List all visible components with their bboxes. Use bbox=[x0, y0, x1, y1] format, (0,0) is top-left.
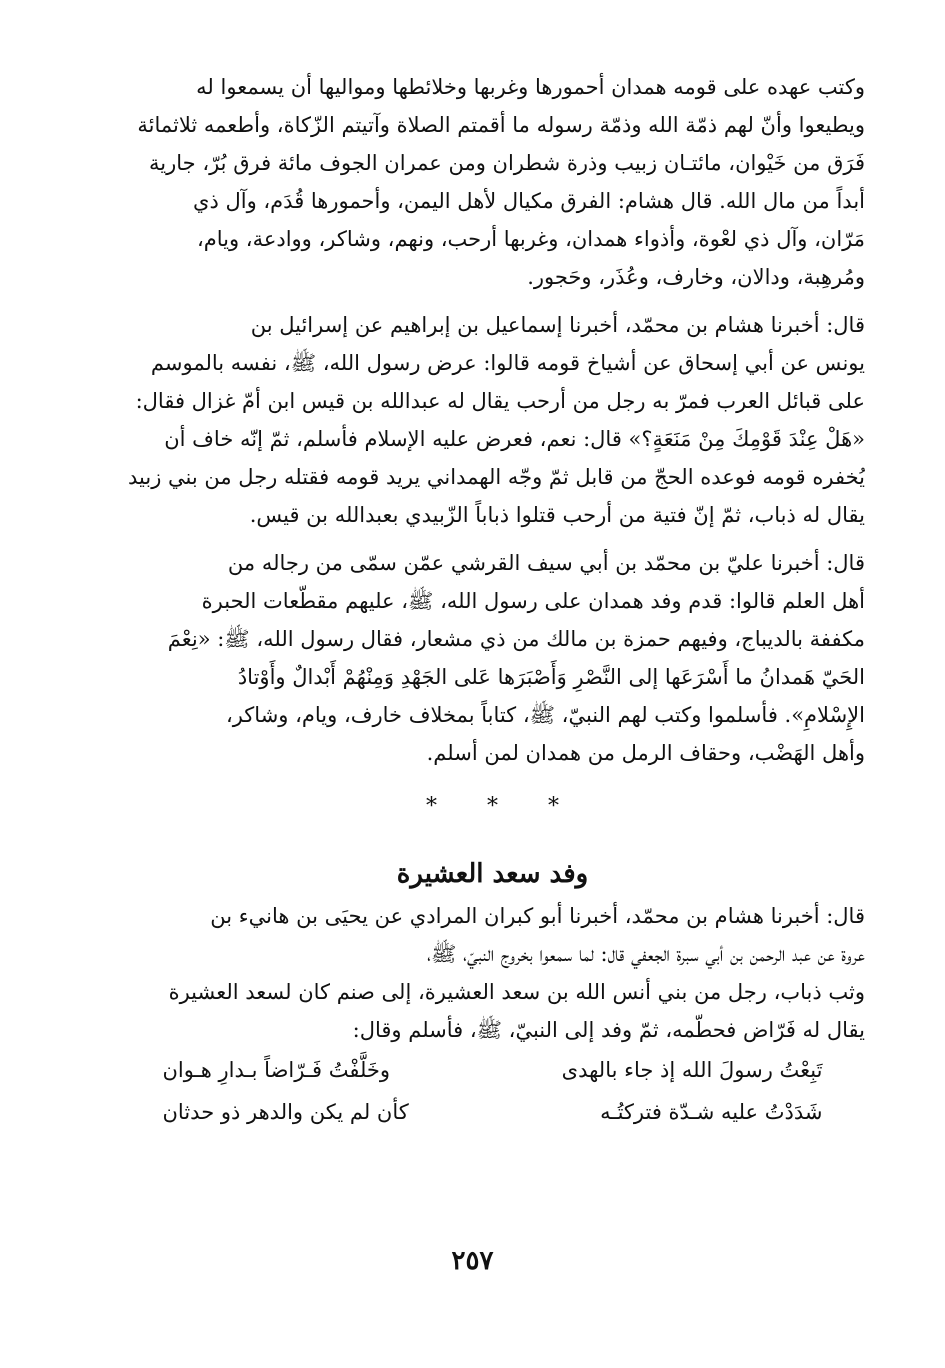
text-line: مَرّان، وآل ذي لعْوة، وأذواء همدان، وغربها أرحب، ونهم، وشاكر، ووادعة، ويام، bbox=[196, 227, 865, 251]
text-line: قال: أخبرنا هشام بن محمّد، أخبرنا أبو كبران المرادي عن يحيَى بن هانيء بن bbox=[210, 904, 865, 928]
text-line: ومُرهِبة، ودالان، وخارف، وعُذَر، وحَجور. bbox=[527, 265, 865, 289]
verse-second-hemistich: كأن لم يكن والدهر ذو حدثان bbox=[162, 1100, 409, 1124]
text-line: وثب ذباب، رجل من بني أنس الله بن سعد العشيرة، إلى صنم كان لسعد العشيرة bbox=[168, 980, 865, 1004]
verse-first-hemistich: شَدَدْتُ عليه شـدّة فتركتُـه bbox=[600, 1100, 823, 1124]
text-line: وأهل الهَضْب، وحقاف الرمل من همدان لمن أسلم. bbox=[426, 741, 865, 765]
text-line: الإِسْلامِ». فأسلموا وكتب لهم النبيّ، ﷺ، كتاباً بمخلاف خارف، ويام، وشاكر، bbox=[225, 703, 865, 727]
text-line: وكتب عهده على قومه همدان أحمورها وغربها وخلائطها ومواليها أن يسمعوا له bbox=[196, 75, 865, 99]
paragraph-hamdan-delegation bbox=[120, 544, 865, 772]
paragraph-arhab-narration bbox=[120, 306, 865, 534]
text-line: يُخفره قومه فوعده الحجّ من قابل ثمّ وجّه الهمداني يريد قومه فقتله رجل من بني زبيد bbox=[128, 465, 865, 489]
asterisk: * bbox=[487, 794, 498, 819]
verse-second-hemistich: وخَلَّفْتُ فَـرّاضاً بـدارِ هـوان bbox=[162, 1058, 391, 1082]
text-line: أهل العلم قالوا: قدم وفد همدان على رسول الله، ﷺ، عليهم مقطّعات الحبرة bbox=[201, 589, 865, 613]
text-line: قال: أخبرنا عليّ بن محمّد بن أبي سيف القرشي عمّن سمّى من رجاله من bbox=[227, 551, 865, 575]
text-line: أبداً من مال الله. قال هشام: الفرق مكيال لأهل اليمن، وأحمورها قُدَم، وآل ذي bbox=[193, 189, 865, 213]
verse-first-hemistich: تَبِعْتُ رسولَ الله إذ جاء بالهدى bbox=[561, 1058, 823, 1082]
poem-verse bbox=[163, 1091, 823, 1133]
text-line: يقال له ذباب، ثمّ إنّ فتية من أرحب قتلوا ذباباً الزّبيدي بعبدالله بن قيس. bbox=[249, 503, 865, 527]
text-line: الحَيّ هَمدانُ ما أَسْرَعَها إلى النَّصْرِ وَأَصْبَرَها عَلى الجَهْدِ وَمِنْهُمْ أَبْدالٌ وأَوْتادُ bbox=[237, 665, 865, 689]
text-line: قال: أخبرنا هشام بن محمّد، أخبرنا إسماعيل بن إبراهيم عن إسرائيل بن bbox=[250, 313, 865, 337]
paragraph-hamdan-letter bbox=[120, 68, 865, 296]
text-line: يونس عن أبي إسحاق عن أشياخ قومه قالوا: عرض رسول الله، ﷺ، نفسه بالموسم bbox=[150, 351, 865, 375]
text-line: يقال له فَرّاض فحطّمه، ثمّ وفد إلى النبيّ، ﷺ، فأسلم وقال: bbox=[352, 1018, 865, 1042]
text-line: عروة عن عبد الرحمن بن أبي سبرة الجعفي قال: لما سمعوا بخروج النبيّ، ﷺ، bbox=[426, 942, 865, 966]
text-line: على قبائل العرب فمرّ به رجل من أرحب يقال له عبدالله بن قيس ابن أمّ غزال فقال: bbox=[135, 389, 865, 413]
asterisk: * bbox=[548, 794, 559, 819]
section-separator bbox=[120, 794, 865, 819]
page-number: ٢٥٧ bbox=[451, 1246, 494, 1276]
poem-verse bbox=[163, 1049, 823, 1091]
text-line: «هَلْ عِنْدَ قَوْمِكَ مِنْ مَنَعَةٍ؟» قال: نعم، فعرض عليه الإسلام فأسلم، ثمّ إنّه خاف أن bbox=[164, 427, 865, 451]
asterisk: * bbox=[426, 794, 437, 819]
paragraph-saad-delegation bbox=[120, 897, 865, 1049]
text-line: مكففة بالديباج، وفيهم حمزة بن مالك من ذي مشعار، فقال رسول الله، ﷺ: «نِعْمَ bbox=[167, 627, 865, 651]
text-line: فَرَق من خَيْوان، مائتـان زبيب وذرة شطران ومن عمران الجوف مائة فرق بُرّ، جارية bbox=[149, 151, 865, 175]
section-heading: وفد سعد العشيرة bbox=[396, 859, 589, 889]
text-line: ويطيعوا وأنّ لهم ذمّة الله وذمّة رسوله ما أقمتم الصلاة وآتيتم الزّكاة، وأطعمه ثلاثمائة bbox=[137, 113, 865, 137]
